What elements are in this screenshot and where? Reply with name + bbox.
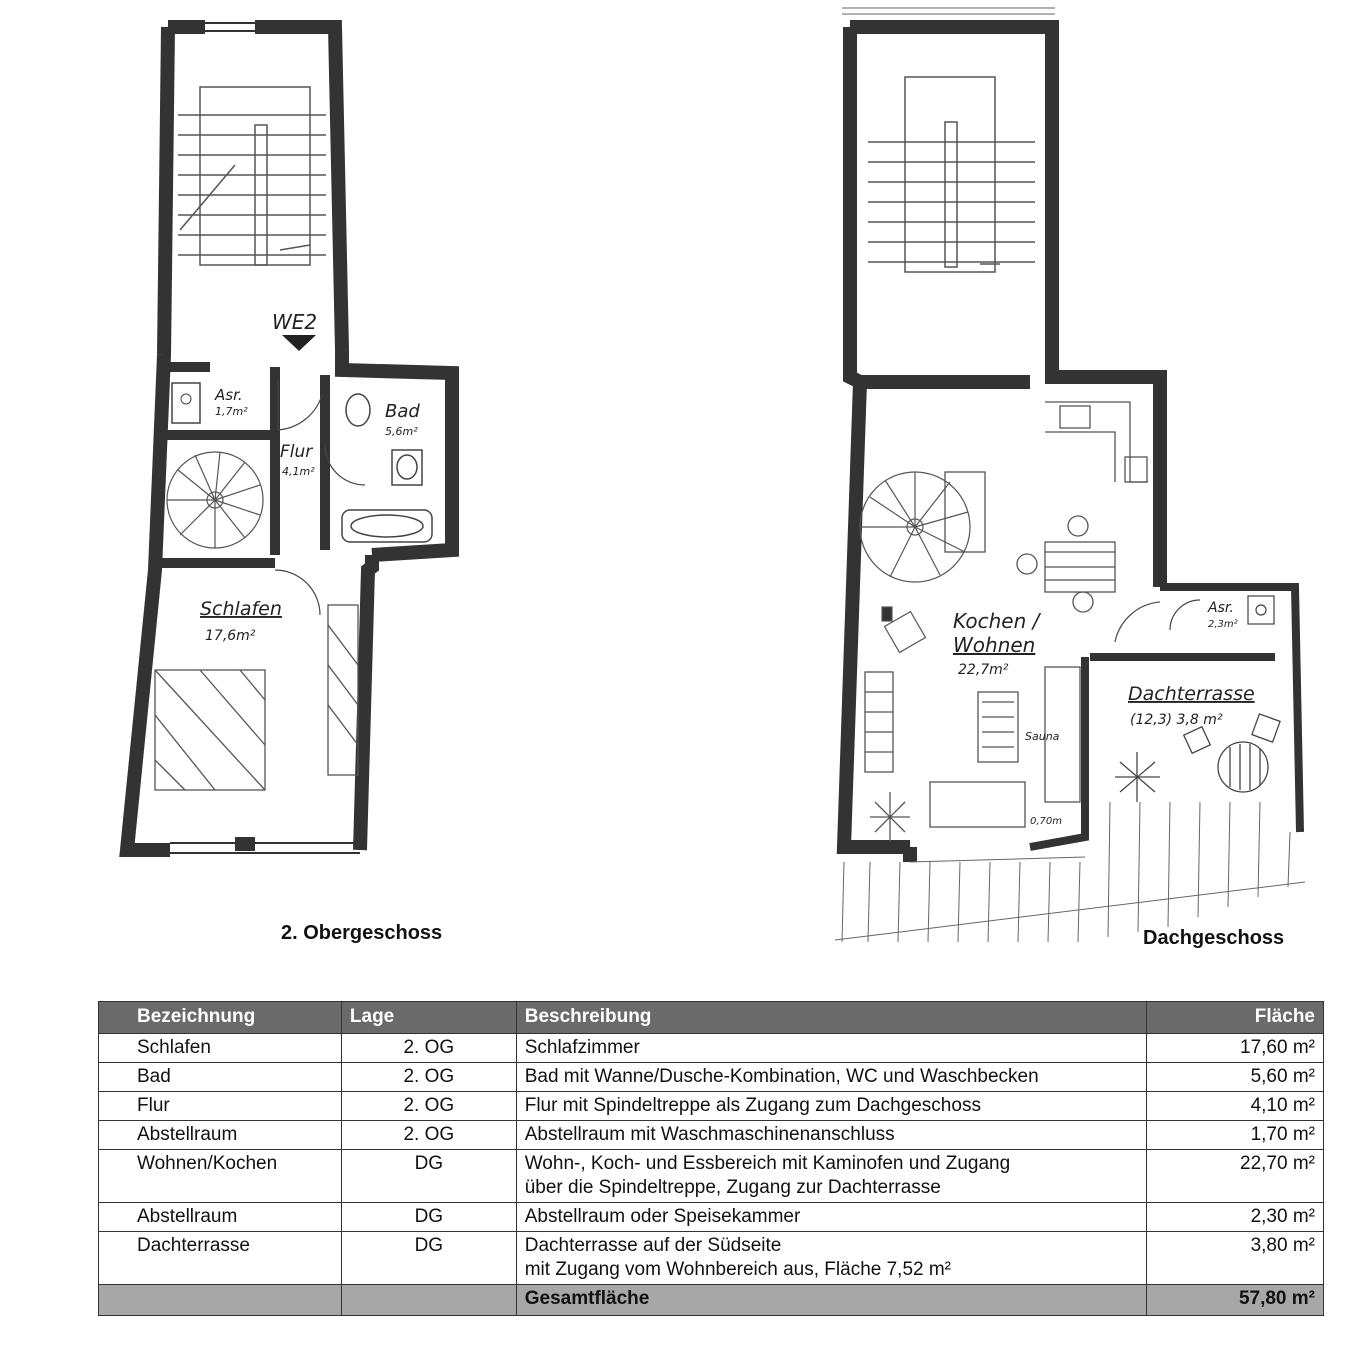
sauna-label: Sauna [1025, 730, 1060, 743]
bad-area: 5,6m² [385, 425, 418, 438]
row-description [516, 1063, 1146, 1092]
row-description [516, 1121, 1146, 1150]
row-floor: DG [341, 1150, 516, 1203]
area-table [98, 1001, 1324, 1316]
row-description-line: über die Spindeltreppe, Zugang zur Dachterrasse [524, 1177, 941, 1198]
table-total-row [99, 1285, 1324, 1316]
row-area: 1,70 m² [1147, 1121, 1324, 1150]
asr-dg-area: 2,3m² [1208, 619, 1238, 630]
flur-area: 4,1m² [282, 465, 315, 478]
row-description-line: Dachterrasse auf der Südseite [524, 1235, 782, 1256]
row-name: Abstellraum [99, 1203, 342, 1232]
header-bezeichnung: Bezeichnung [99, 1002, 342, 1034]
plan-caption-dg: Dachgeschoss [1143, 927, 1285, 949]
table-row [99, 1150, 1324, 1203]
row-floor: 2. OG [341, 1034, 516, 1063]
row-description-line: Flur mit Spindeltreppe als Zugang zum Dachgeschoss [524, 1095, 981, 1116]
asr-area: 1,7m² [215, 405, 248, 418]
row-name: Wohnen/Kochen [99, 1150, 342, 1203]
row-floor: 2. OG [341, 1092, 516, 1121]
row-description-line: Bad mit Wanne/Dusche-Kombination, WC und Waschbecken [524, 1066, 1039, 1087]
row-area: 2,30 m² [1147, 1203, 1324, 1232]
row-description [516, 1232, 1146, 1285]
table-row [99, 1232, 1324, 1285]
row-area: 3,80 m² [1147, 1232, 1324, 1285]
terrasse-area: (12,3) 3,8 m² [1130, 712, 1223, 728]
row-area: 5,60 m² [1147, 1063, 1324, 1092]
total-spacer [341, 1285, 516, 1316]
schlafen-label: Schlafen [200, 598, 282, 620]
row-name: Bad [99, 1063, 342, 1092]
table-row [99, 1121, 1324, 1150]
row-description [516, 1034, 1146, 1063]
row-description-line: Wohn-, Koch- und Essbereich mit Kaminofen und Zugang [524, 1153, 1011, 1174]
apartment-label: WE2 [272, 310, 318, 334]
row-name: Dachterrasse [99, 1232, 342, 1285]
row-floor: 2. OG [341, 1121, 516, 1150]
table-row [99, 1203, 1324, 1232]
header-beschreibung: Beschreibung [516, 1002, 1146, 1034]
asr-label: Asr. [215, 386, 243, 404]
row-area: 22,70 m² [1147, 1150, 1324, 1203]
height-label: 0,70m [1030, 816, 1063, 827]
table-row [99, 1063, 1324, 1092]
bad-label: Bad [385, 401, 420, 422]
header-flaeche: Fläche [1147, 1002, 1324, 1034]
row-description [516, 1203, 1146, 1232]
schlafen-area: 17,6m² [205, 628, 256, 644]
floor-plan-2og [110, 15, 470, 860]
row-description-line: Schlafzimmer [524, 1037, 640, 1058]
row-area: 4,10 m² [1147, 1092, 1324, 1121]
table-header-row [99, 1002, 1324, 1034]
kochen-area: 22,7m² [958, 662, 1009, 678]
row-name: Schlafen [99, 1034, 342, 1063]
kochen-label: Kochen / [953, 609, 1040, 633]
table-row [99, 1034, 1324, 1063]
header-lage: Lage [341, 1002, 516, 1034]
row-floor: DG [341, 1203, 516, 1232]
row-floor: DG [341, 1232, 516, 1285]
row-description-line: Abstellraum mit Waschmaschinenanschluss [524, 1124, 895, 1145]
row-area: 17,60 m² [1147, 1034, 1324, 1063]
row-name: Flur [99, 1092, 342, 1121]
wohnen-label: Wohnen [953, 633, 1036, 657]
plan-caption-2og: 2. Obergeschoss [281, 922, 443, 944]
row-description [516, 1150, 1146, 1203]
row-name: Abstellraum [99, 1121, 342, 1150]
flur-label: Flur [280, 442, 313, 462]
terrasse-label: Dachterrasse [1128, 683, 1255, 705]
row-floor: 2. OG [341, 1063, 516, 1092]
table-row [99, 1092, 1324, 1121]
total-label: Gesamtfläche [516, 1285, 1146, 1316]
asr-dg-label: Asr. [1208, 600, 1234, 616]
row-description [516, 1092, 1146, 1121]
total-area: 57,80 m² [1147, 1285, 1324, 1316]
row-description-line: Abstellraum oder Speisekammer [524, 1206, 801, 1227]
row-description-line: mit Zugang vom Wohnbereich aus, Fläche 7,52 m² [524, 1259, 952, 1280]
total-spacer [99, 1285, 342, 1316]
floor-plan-dg [830, 2, 1320, 942]
